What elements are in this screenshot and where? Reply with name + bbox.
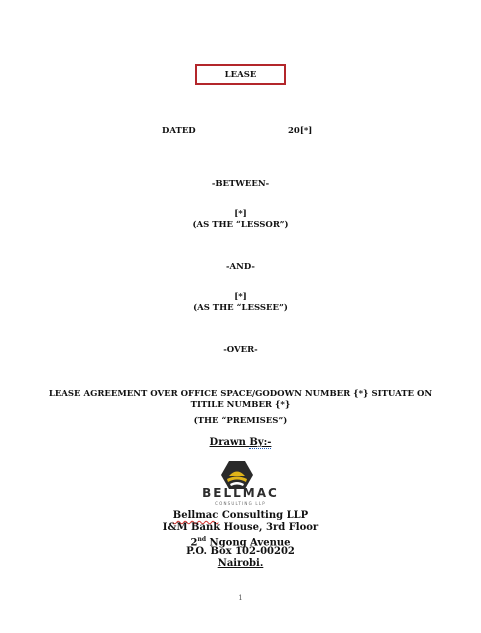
company-first-word: Bellmac (172, 510, 219, 521)
lease-title: LEASE (224, 69, 257, 80)
lease-title-box (195, 64, 286, 85)
street-number: 2 (190, 537, 198, 549)
company-rest: Consulting LLP (218, 510, 309, 521)
lessee-placeholder: [*] (234, 292, 247, 302)
between-heading: -BETWEEN- (211, 179, 270, 189)
drawn-by-word: By:- (249, 437, 272, 448)
agreement-line-1: LEASE AGREEMENT OVER OFFICE SPACE/GODOWN NUMBER {*} SITUATE ON (48, 389, 433, 399)
lessee-role: (AS THE “LESSEE”) (193, 303, 288, 313)
street-name: Ngong Avenue (206, 537, 291, 549)
over-heading: -OVER- (223, 345, 258, 355)
page-number: 1 (238, 594, 243, 602)
dated-year: 20[*] (288, 126, 313, 136)
address-company (0, 510, 481, 522)
agreement-line-2: TITILE NUMBER {*} (190, 400, 291, 410)
drawn-by-prefix: Drawn (209, 437, 250, 448)
street-ordinal: nd (197, 536, 207, 543)
city-name: Nairobi. (217, 558, 264, 569)
drawn-by (0, 437, 481, 448)
lessor-role: (AS THE “LESSOR”) (192, 220, 289, 230)
bellmac-logo-text: BELLMAC (202, 486, 279, 500)
lessor-placeholder: [*] (234, 209, 247, 219)
and-heading: -AND- (226, 262, 255, 272)
address-building: I&M Bank House, 3rd Floor (162, 522, 319, 533)
bellmac-logo-tagline: CONSULTING LLP (215, 501, 266, 506)
address-po-box: P.O. Box 102-00202 (186, 546, 295, 557)
address-city (0, 558, 481, 570)
dated-label: DATED (162, 126, 196, 136)
premises-line: (THE “PREMISES”) (193, 416, 288, 426)
